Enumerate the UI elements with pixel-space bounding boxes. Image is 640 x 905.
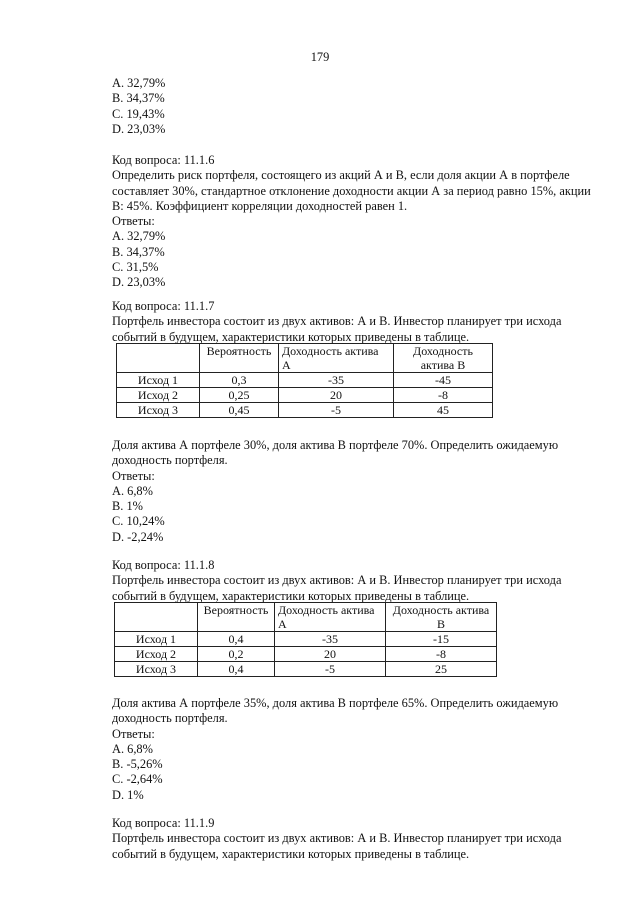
table-cell: 0,2: [198, 647, 275, 662]
table-cell: -8: [394, 388, 493, 403]
table-header-cell: Доходность актива А: [279, 344, 394, 373]
question-text-line: доходность портфеля.: [112, 711, 228, 726]
table-row: [115, 662, 497, 677]
question-text-line: Портфель инвестора состоит из двух активов: А и В. Инвестор планирует три исхода: [112, 831, 562, 846]
table-row: [115, 647, 497, 662]
table-cell: -5: [275, 662, 386, 677]
question-code: Код вопроса: 11.1.8: [112, 558, 215, 572]
table-cell: -35: [275, 632, 386, 647]
table-row: [117, 403, 493, 418]
table-row: [117, 388, 493, 403]
answer-option: D. 23,03%: [112, 275, 166, 290]
question-text-line: Доля актива А портфеле 35%, доля актива В портфеле 65%. Определить ожидаемую: [112, 696, 559, 710]
question-11-1-7: [112, 299, 602, 345]
question-code: Код вопроса: 11.1.9: [112, 816, 215, 830]
table-row: [117, 373, 493, 388]
answer-option: C. -2,64%: [112, 772, 163, 787]
question-11-1-7-continued: [112, 438, 602, 545]
table-header-cell: Вероятность: [198, 603, 275, 632]
question-text-line: Портфель инвестора состоит из двух активов: А и В. Инвестор планирует три исхода: [112, 314, 562, 329]
table-cell: 25: [386, 662, 497, 677]
table-cell: -35: [279, 373, 394, 388]
table-cell: Исход 2: [117, 388, 200, 403]
answer-option: A. 6,8%: [112, 483, 153, 498]
table-cell: Исход 1: [117, 373, 200, 388]
question-text-line: Доля актива А портфеле 30%, доля актива В портфеле 70%. Определить ожидаемую: [112, 438, 559, 452]
answer-option: B. 34,37%: [112, 244, 165, 259]
question-code: Код вопроса: 11.1.7: [112, 299, 215, 313]
answer-option: D. 23,03%: [112, 121, 166, 136]
table-cell: -8: [386, 647, 497, 662]
answer-option: D. 1%: [112, 787, 144, 802]
table-header-cell: [117, 344, 200, 373]
question-text-line: событий в будущем, характеристики которых приведены в таблице.: [112, 846, 470, 861]
question-text-line: Портфель инвестора состоит из двух активов: А и В. Инвестор планирует три исхода: [112, 573, 562, 588]
answer-option: D. -2,24%: [112, 529, 164, 544]
answer-option: C. 10,24%: [112, 514, 165, 529]
question-text-line: В: 45%. Коэффициент корреляции доходностей равен 1.: [112, 198, 408, 213]
question-11-1-9: [112, 816, 602, 862]
question-text-line: составляет 30%, стандартное отклонение доходности акции А за период равно 15%, акции: [112, 183, 591, 198]
table-header-row: [117, 344, 493, 373]
table-cell: Исход 1: [115, 632, 198, 647]
answer-option: B. -5,26%: [112, 757, 163, 772]
answer-option: A. 6,8%: [112, 741, 153, 756]
answer-option: C. 31,5%: [112, 260, 159, 275]
table-cell: -45: [394, 373, 493, 388]
question-text-line: событий в будущем, характеристики которых приведены в таблице.: [112, 588, 470, 603]
table-cell: 20: [279, 388, 394, 403]
page-number: 179: [310, 50, 330, 64]
answer-option: C. 19,43%: [112, 106, 165, 121]
answer-option: B. 34,37%: [112, 91, 165, 106]
question-text-line: событий в будущем, характеристики которых приведены в таблице.: [112, 329, 470, 344]
table-cell: -15: [386, 632, 497, 647]
outcomes-table: [114, 602, 497, 677]
answers-label: Ответы:: [112, 726, 155, 741]
table-cell: 0,4: [198, 632, 275, 647]
table-header-cell: Доходность актива В: [386, 603, 497, 632]
table-cell: Исход 3: [115, 662, 198, 677]
question-11-1-8: [112, 558, 602, 604]
question-text-line: доходность портфеля.: [112, 453, 228, 468]
table-header-cell: [115, 603, 198, 632]
table-cell: 20: [275, 647, 386, 662]
table-row: [115, 632, 497, 647]
table-header-row: [115, 603, 497, 632]
answers-label: Ответы:: [112, 468, 155, 483]
table-cell: Исход 3: [117, 403, 200, 418]
top-answer-list: [112, 76, 602, 137]
outcomes-table: [116, 343, 493, 418]
answer-option: B. 1%: [112, 499, 143, 514]
table-header-cell: Доходность актива А: [275, 603, 386, 632]
question-11-1-8-continued: [112, 696, 602, 803]
question-code: Код вопроса: 11.1.6: [112, 153, 215, 167]
table-cell: 45: [394, 403, 493, 418]
answers-label: Ответы:: [112, 214, 155, 229]
table-cell: 0,3: [200, 373, 279, 388]
table-cell: 0,4: [198, 662, 275, 677]
table-cell: Исход 2: [115, 647, 198, 662]
table-cell: 0,25: [200, 388, 279, 403]
table-header-cell: Доходность актива В: [394, 344, 493, 373]
table-header-cell: Вероятность: [200, 344, 279, 373]
question-11-1-6: [112, 153, 602, 291]
table-cell: 0,45: [200, 403, 279, 418]
question-text-line: Определить риск портфеля, состоящего из акций А и В, если доля акции А в портфеле: [112, 168, 570, 183]
answer-option: A. 32,79%: [112, 76, 166, 90]
answer-option: A. 32,79%: [112, 229, 166, 244]
table-cell: -5: [279, 403, 394, 418]
